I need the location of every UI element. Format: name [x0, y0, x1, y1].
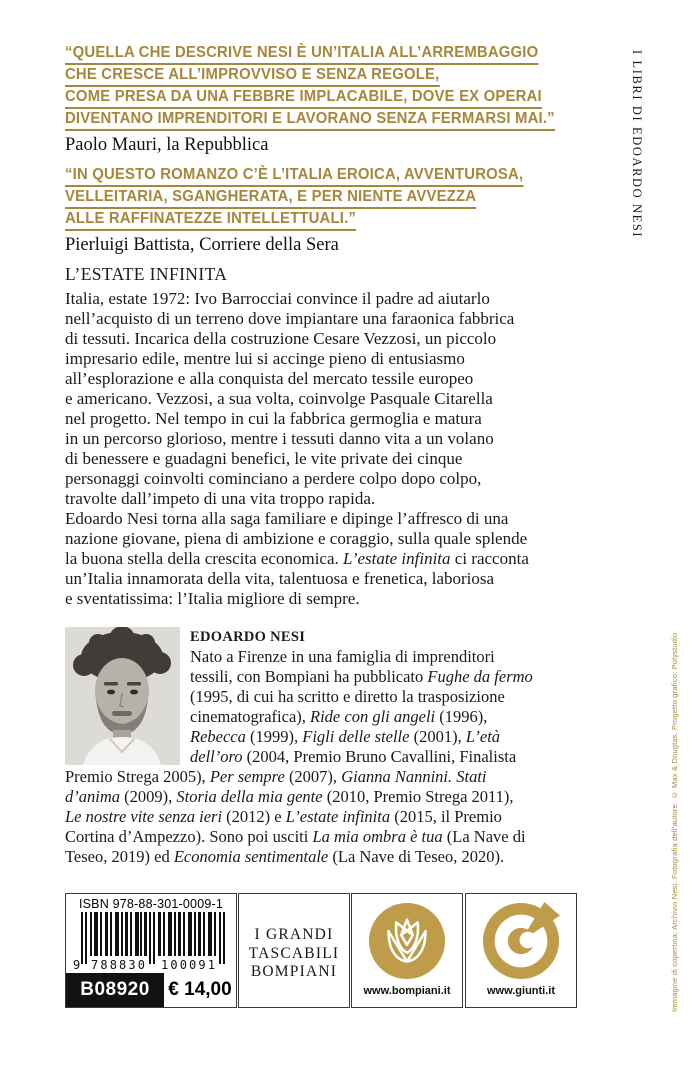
- price: € 14,00: [168, 979, 232, 1000]
- product-code: B08920: [66, 973, 164, 1007]
- barcode-digit-group: 788830: [91, 958, 145, 972]
- spine-series-title: I LIBRI DI EDOARDO NESI: [630, 50, 644, 239]
- bompiani-url: www.bompiani.it: [363, 985, 451, 997]
- isbn-label: ISBN 978-88-301-0009-1: [78, 897, 224, 911]
- synopsis-text: Italia, estate 1972: Ivo Barrocciai convince il padre ad aiutarlo nell’acquisto di un terreno dove impiantare una faraonica fabbrica di tessuti. Incarica della costruzione Cesare Vezzosi, un piccolo impresario edile, mentre lui si accinge pieno di entusiasmo all’esplorazione e alla conquista del mercato tessile europeo e americano. Vezzosi, a sua volta, coinvolge Pasquale Citarella nel progetto. Nel tempo in cui la fabbrica germoglia e matura in un percorso glorioso, mentre i tessuti danno vita a un volano di benessere e guadagni benefici, le vite private dei cinque personaggi coinvolti cominciano a perdere colpo dopo colpo, travolte dall’impeto di una vita troppo rapida. Edoardo Nesi torna alla saga familiare e dipinge l’affresco di una nazione giovane, piena di ambizione e coraggio, sulla quale splende la buona stella della crescita economica. L’estate infinita ci racconta un’Italia innamorata della vita, talentuosa e frenetica, laboriosa e sventatissima: l’Italia migliore di sempre.: [65, 289, 529, 608]
- price-row: [66, 973, 236, 1007]
- press-quote-2: [65, 166, 625, 255]
- quote-line: [65, 166, 625, 188]
- bompiani-flower-icon: [368, 902, 446, 980]
- author-name: EDOARDO NESI: [190, 629, 306, 645]
- quote-line: [65, 66, 625, 88]
- author-section: [65, 627, 623, 867]
- author-photo: [65, 627, 180, 765]
- quote-line-text: CHE CRESCE ALL’IMPROVVISO E SENZA REGOLE,: [65, 66, 439, 87]
- quote-line-text: “QUELLA CHE DESCRIVE NESI È UN’ITALIA ALL’ARREMBAGGIO: [65, 44, 538, 65]
- series-line: TASCABILI: [248, 944, 340, 962]
- quote-line: [65, 210, 625, 232]
- giunti-url: www.giunti.it: [486, 985, 556, 997]
- giunti-swirl-icon: [482, 902, 560, 980]
- barcode: [73, 912, 229, 974]
- series-line: I GRANDI: [254, 926, 334, 943]
- quote-attribution: Paolo Mauri, la Repubblica: [65, 135, 269, 155]
- giunti-logo-box: [465, 893, 577, 1008]
- author-bio: Nato a Firenze in una famiglia di imprenditori tessili, con Bompiani ha pubblicato Fughe da fermo (1995, di cui ha scritto e diretto la trasposizione cinematografica), Ride con gli angeli (1996), Rebecca (1999), Figli delle stelle (2001), L’età dell’oro (2004, Premio Bruno Cavallini, Finalista Premio Strega 2005), Per sempre (2007), Gianna Nannini. Stati d’anima (2009), Storia della mia gente (2010, Premio Strega 2011), Le nostre vite senza ieri (2012) e L’estate infinita (2015, il Premio Cortina d’Ampezzo). Sono poi usciti La mia ombra è tua (La Nave di Teseo, 2019) ed Economia sentimentale (La Nave di Teseo, 2020).: [65, 647, 533, 866]
- quote-line-text: DIVENTANO IMPRENDITORI E LAVORANO SENZA FERMARSI MAI.”: [65, 110, 555, 131]
- series-line: BOMPIANI: [250, 963, 338, 980]
- book-title: L’ESTATE INFINITA: [65, 264, 228, 284]
- quote-line: [65, 188, 625, 210]
- barcode-box: [65, 893, 237, 1008]
- quote-line: [65, 44, 625, 66]
- quote-line-text: VELLEITARIA, SGANGHERATA, E PER NIENTE AVVEZZA: [65, 188, 476, 209]
- barcode-digit-group: 100091: [161, 958, 215, 972]
- quote-attribution: Pierluigi Battista, Corriere della Sera: [65, 235, 339, 255]
- bompiani-logo-box: [351, 893, 463, 1008]
- photo-credits: Immagine di copertina: Archivio Nesi. Fotografia dell’autore: © Max & Douglas. Progetto grafico: Polystudio: [670, 632, 679, 1012]
- quote-line-text: “IN QUESTO ROMANZO C’È L’ITALIA EROICA, AVVENTUROSA,: [65, 166, 523, 187]
- barcode-digit-group: 9: [73, 958, 81, 972]
- series-box: [238, 893, 350, 1008]
- press-quote-1: [65, 44, 625, 155]
- quote-line-text: COME PRESA DA UNA FEBBRE IMPLACABILE, DOVE EX OPERAI: [65, 88, 542, 109]
- quote-line-text: ALLE RAFFINATEZZE INTELLETTUALI.”: [65, 210, 356, 231]
- quote-line: [65, 110, 625, 132]
- quote-line: [65, 88, 625, 110]
